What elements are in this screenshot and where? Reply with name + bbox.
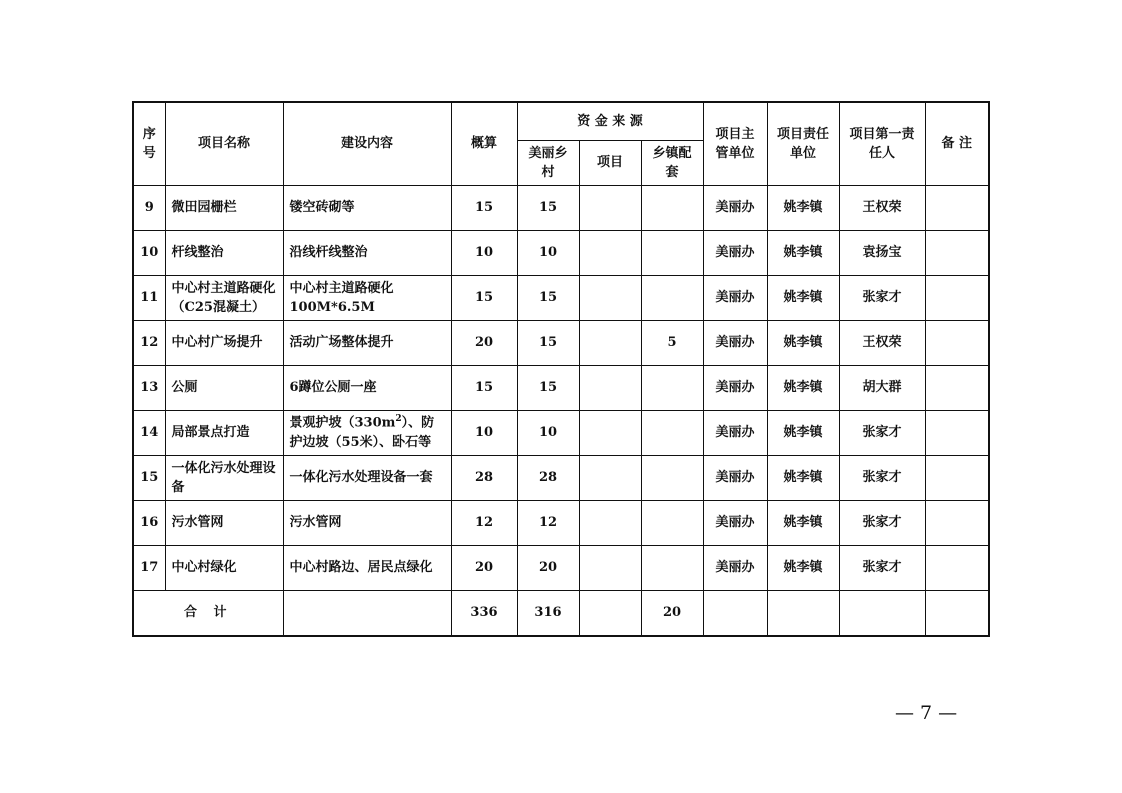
row-unit: 姚李镇 <box>767 186 839 231</box>
row-project <box>579 546 641 591</box>
row-content: 中心村路边、居民点绿化 <box>283 546 451 591</box>
header-dept: 项目主管单位 <box>703 102 767 186</box>
row-person: 王权荣 <box>839 321 925 366</box>
header-content: 建设内容 <box>283 102 451 186</box>
row-meili: 10 <box>517 231 579 276</box>
table-row <box>133 231 989 276</box>
row-project <box>579 501 641 546</box>
row-content: 6蹲位公厕一座 <box>283 366 451 411</box>
row-name: 一体化污水处理设备 <box>165 456 283 501</box>
row-meili: 28 <box>517 456 579 501</box>
row-meili: 15 <box>517 321 579 366</box>
row-unit: 姚李镇 <box>767 411 839 456</box>
row-budget: 15 <box>451 186 517 231</box>
table-row <box>133 321 989 366</box>
row-content: 中心村主道路硬化100M*6.5M <box>283 276 451 321</box>
row-name: 公厕 <box>165 366 283 411</box>
row-seq: 12 <box>133 321 165 366</box>
row-budget: 20 <box>451 546 517 591</box>
row-town <box>641 276 703 321</box>
row-dept: 美丽办 <box>703 411 767 456</box>
row-dept: 美丽办 <box>703 276 767 321</box>
header-seq: 序号 <box>133 102 165 186</box>
row-town <box>641 411 703 456</box>
total-town: 20 <box>641 591 703 637</box>
table-row <box>133 276 989 321</box>
row-budget: 10 <box>451 231 517 276</box>
row-content: 活动广场整体提升 <box>283 321 451 366</box>
row-budget: 10 <box>451 411 517 456</box>
row-name: 中心村绿化 <box>165 546 283 591</box>
row-seq: 17 <box>133 546 165 591</box>
row-seq: 11 <box>133 276 165 321</box>
row-person: 张家才 <box>839 546 925 591</box>
row-budget: 15 <box>451 366 517 411</box>
table-row <box>133 456 989 501</box>
row-unit: 姚李镇 <box>767 501 839 546</box>
row-dept: 美丽办 <box>703 456 767 501</box>
row-unit: 姚李镇 <box>767 366 839 411</box>
row-person: 张家才 <box>839 456 925 501</box>
row-remark <box>925 546 989 591</box>
header-unit: 项目责任单位 <box>767 102 839 186</box>
row-remark <box>925 321 989 366</box>
row-dept: 美丽办 <box>703 501 767 546</box>
row-content: 镂空砖砌等 <box>283 186 451 231</box>
row-town: 5 <box>641 321 703 366</box>
row-project <box>579 231 641 276</box>
row-content-sup: 2 <box>395 414 402 425</box>
row-town <box>641 456 703 501</box>
row-name: 微田园栅栏 <box>165 186 283 231</box>
row-content-pre: 景观护坡（330m <box>289 415 396 431</box>
row-budget: 20 <box>451 321 517 366</box>
table-row <box>133 186 989 231</box>
row-town <box>641 501 703 546</box>
row-name: 中心村主道路硬化（C25混凝土） <box>165 276 283 321</box>
row-name: 污水管网 <box>165 501 283 546</box>
row-unit: 姚李镇 <box>767 231 839 276</box>
row-content: 一体化污水处理设备一套 <box>283 456 451 501</box>
row-seq: 15 <box>133 456 165 501</box>
row-project <box>579 411 641 456</box>
row-budget: 15 <box>451 276 517 321</box>
row-project <box>579 276 641 321</box>
row-dept: 美丽办 <box>703 321 767 366</box>
row-town <box>641 231 703 276</box>
row-person: 王权荣 <box>839 186 925 231</box>
row-meili: 10 <box>517 411 579 456</box>
row-town <box>641 186 703 231</box>
row-seq: 10 <box>133 231 165 276</box>
header-meili: 美丽乡村 <box>517 141 579 186</box>
row-remark <box>925 231 989 276</box>
row-remark <box>925 501 989 546</box>
header-remark: 备 注 <box>925 102 989 186</box>
table-row <box>133 366 989 411</box>
row-seq: 14 <box>133 411 165 456</box>
row-person: 张家才 <box>839 411 925 456</box>
row-content: 污水管网 <box>283 501 451 546</box>
row-person: 张家才 <box>839 276 925 321</box>
project-funding-table <box>132 101 990 637</box>
row-dept: 美丽办 <box>703 186 767 231</box>
row-seq: 9 <box>133 186 165 231</box>
row-dept: 美丽办 <box>703 546 767 591</box>
row-content-post: ）、防护边坡（55米）、卧石等 <box>289 415 435 451</box>
row-seq: 16 <box>133 501 165 546</box>
row-town <box>641 546 703 591</box>
row-content: 沿线杆线整治 <box>283 231 451 276</box>
row-unit: 姚李镇 <box>767 321 839 366</box>
table-row <box>133 546 989 591</box>
header-funding-source: 资 金 来 源 <box>517 102 703 141</box>
header-town-match: 乡镇配套 <box>641 141 703 186</box>
row-project <box>579 366 641 411</box>
row-project <box>579 321 641 366</box>
row-meili: 15 <box>517 186 579 231</box>
row-seq: 13 <box>133 366 165 411</box>
header-budget: 概算 <box>451 102 517 186</box>
header-name: 项目名称 <box>165 102 283 186</box>
row-unit: 姚李镇 <box>767 546 839 591</box>
row-project <box>579 456 641 501</box>
row-person: 胡大群 <box>839 366 925 411</box>
row-dept: 美丽办 <box>703 231 767 276</box>
row-person: 袁扬宝 <box>839 231 925 276</box>
row-dept: 美丽办 <box>703 366 767 411</box>
row-meili: 15 <box>517 276 579 321</box>
row-town <box>641 366 703 411</box>
header-person: 项目第一责任人 <box>839 102 925 186</box>
row-name: 中心村广场提升 <box>165 321 283 366</box>
total-row <box>133 591 989 637</box>
row-remark <box>925 366 989 411</box>
total-remark <box>925 591 989 637</box>
row-unit: 姚李镇 <box>767 276 839 321</box>
total-dept <box>703 591 767 637</box>
table-row <box>133 411 989 456</box>
row-budget: 12 <box>451 501 517 546</box>
row-remark <box>925 186 989 231</box>
row-remark <box>925 456 989 501</box>
total-person <box>839 591 925 637</box>
total-meili: 316 <box>517 591 579 637</box>
row-remark <box>925 276 989 321</box>
row-content <box>283 411 451 456</box>
row-meili: 20 <box>517 546 579 591</box>
row-meili: 12 <box>517 501 579 546</box>
page-number: — 7 — <box>895 702 958 724</box>
table-row <box>133 501 989 546</box>
total-unit <box>767 591 839 637</box>
row-unit: 姚李镇 <box>767 456 839 501</box>
total-content <box>283 591 451 637</box>
total-label: 合 计 <box>133 591 283 637</box>
row-budget: 28 <box>451 456 517 501</box>
header-project: 项目 <box>579 141 641 186</box>
row-remark <box>925 411 989 456</box>
row-name: 局部景点打造 <box>165 411 283 456</box>
row-meili: 15 <box>517 366 579 411</box>
row-project <box>579 186 641 231</box>
total-budget: 336 <box>451 591 517 637</box>
total-project <box>579 591 641 637</box>
row-person: 张家才 <box>839 501 925 546</box>
row-name: 杆线整治 <box>165 231 283 276</box>
